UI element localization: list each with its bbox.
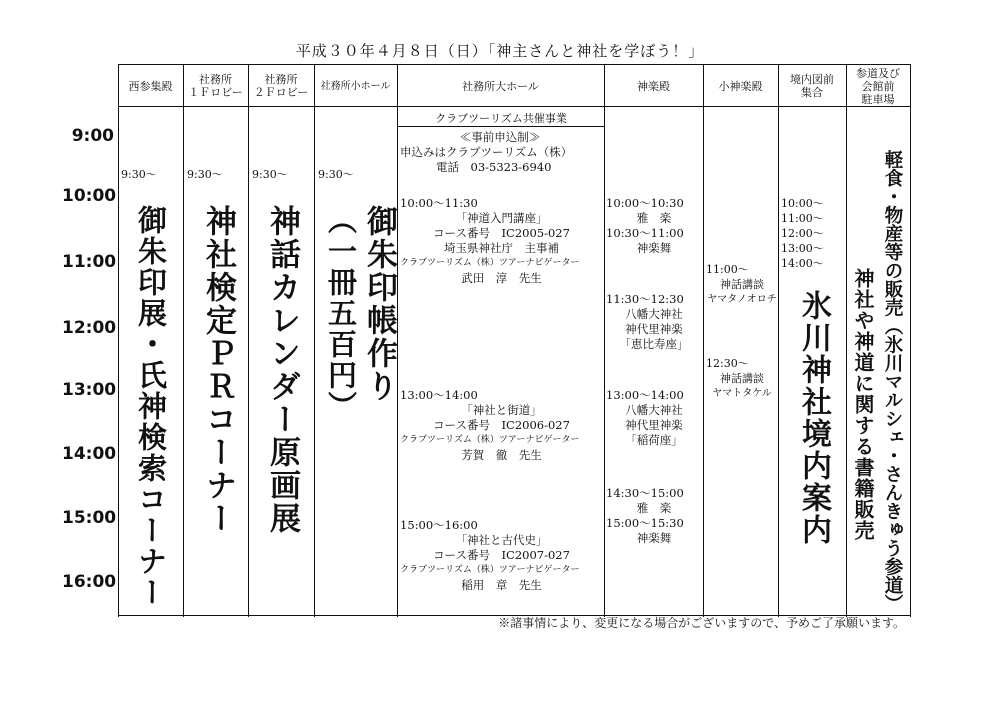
column-header-line: 集合 — [801, 86, 823, 99]
entry-title: 神話講談 — [720, 278, 764, 291]
entry-time: 15:00～15:30 — [606, 516, 684, 530]
entry-time: 11:00～ — [706, 263, 749, 276]
entry-time: 10:30～11:00 — [606, 226, 684, 240]
entry-title: 神代里神楽 — [625, 418, 683, 432]
column-header — [604, 66, 703, 106]
column-header — [183, 66, 248, 106]
book-sales-label: 神社や神道に関する書籍販売 — [851, 268, 875, 541]
goshuin-exhibit-label: 御朱印展・氏神検索コーナー — [134, 205, 168, 608]
goshuincho-price-label: （一冊五百円） — [324, 205, 358, 422]
small-kagura-entry — [706, 262, 778, 307]
column-header-line: 小神楽殿 — [718, 79, 763, 93]
entry-time: 14:00～ — [781, 257, 824, 270]
session-course: コース番号 IC2007-027 — [433, 548, 570, 562]
entry-time: 10:00～ — [781, 197, 824, 210]
time-label: 10:00 — [62, 186, 117, 206]
entry-subtitle: ヤマトタケル — [712, 388, 772, 399]
entry-title: 神代里神楽 — [625, 322, 683, 336]
time-label: 13:00 — [62, 380, 117, 400]
kagura-entry — [606, 486, 702, 546]
hall-session — [400, 196, 603, 286]
session-time: 10:00～11:30 — [400, 196, 478, 210]
column-header — [703, 66, 778, 106]
sponsor-row-label: クラブツーリズム共催事業 — [435, 112, 567, 125]
start-time: 9:30～ — [252, 168, 288, 181]
hall-session — [400, 518, 603, 593]
entry-title: 八幡大神社 — [625, 403, 683, 417]
time-label: 16:00 — [62, 572, 117, 592]
entry-subtitle: ヤマタノオロチ — [707, 294, 777, 305]
column-header — [314, 66, 397, 106]
time-label: 12:00 — [62, 318, 117, 338]
col-divider — [604, 64, 605, 617]
hall-notice-line: 申込みはクラブツーリズム（株） — [400, 145, 573, 159]
keidai-tour-label: 氷川神社境内案内 — [796, 290, 831, 546]
col-divider — [314, 64, 315, 617]
market-label: 軽食・物産等の販売（氷川マルシェ・さんきゅう参道） — [882, 150, 903, 613]
session-title: 「神社と古代史」 — [455, 533, 548, 547]
time-label: 11:00 — [62, 252, 117, 272]
column-header-line: 参道及び — [856, 66, 900, 80]
calendar-exhibit-label: 神話カレンダー原画展 — [264, 205, 300, 535]
col-divider — [183, 64, 184, 617]
entry-time: 13:00～ — [781, 242, 824, 255]
disclaimer-note: ※諸事情により、変更になる場合がございますので、予めご了承願います。 — [498, 616, 905, 630]
keidai-times — [781, 196, 845, 271]
kagura-entry — [606, 292, 702, 352]
column-header-line: 神楽殿 — [637, 79, 670, 93]
entry-title: 神楽舞 — [636, 241, 672, 255]
session-lecturer-org: 埼玉県神社庁 主事補 — [444, 241, 559, 255]
column-header-line: 会館前 — [861, 79, 895, 93]
column-header-line: 駐車場 — [861, 92, 895, 106]
session-title: 「神社と街道」 — [461, 403, 542, 417]
jinja-kentei-label: 神社検定ＰＲコーナー — [200, 205, 236, 535]
session-lecturer: 稲用 章 先生 — [461, 578, 542, 592]
column-header — [397, 66, 604, 106]
entry-time: 12:00～ — [781, 227, 824, 240]
session-time: 13:00～14:00 — [400, 388, 478, 402]
table-top-border — [118, 64, 910, 65]
col-divider — [910, 64, 911, 617]
col-divider — [778, 64, 779, 617]
col-divider — [118, 64, 119, 617]
hall-notice — [400, 130, 600, 175]
entry-time: 14:30～15:00 — [606, 486, 684, 500]
column-header-line: 社務所小ホール — [320, 80, 391, 92]
entry-time: 11:00～ — [781, 212, 824, 225]
hall-notice-line: ≪事前申込制≫ — [459, 130, 541, 144]
entry-title: 神話講談 — [720, 372, 764, 385]
page-title: 平成３０年４月８日（日）「神主さんと神社を学ぼう！」 — [295, 42, 705, 60]
entry-title: 八幡大神社 — [625, 307, 683, 321]
column-header-line: １Ｆロビー — [188, 86, 243, 99]
session-navigator: クラブツーリズム（株）ツアーナビゲーター — [400, 565, 580, 575]
start-time: 9:30～ — [121, 168, 157, 181]
hall-session — [400, 388, 603, 463]
column-header — [778, 66, 846, 106]
entry-time: 13:00～14:00 — [606, 388, 684, 402]
session-navigator: クラブツーリズム（株）ツアーナビゲーター — [400, 258, 580, 268]
entry-time: 12:30～ — [706, 357, 749, 370]
kagura-entry — [606, 196, 702, 256]
time-label: 14:00 — [62, 444, 117, 464]
column-header — [248, 66, 314, 106]
entry-title: 雅 楽 — [636, 211, 672, 225]
session-course: コース番号 IC2005-027 — [433, 226, 570, 240]
entry-title: 「稲荷座」 — [625, 433, 683, 447]
entry-title: 神楽舞 — [636, 531, 672, 545]
column-header — [846, 66, 910, 106]
col-divider — [703, 64, 704, 617]
col-divider — [846, 64, 847, 617]
start-time: 9:30～ — [318, 168, 354, 181]
column-header-line: 西参集殿 — [128, 79, 173, 93]
column-header-line: 社務所 — [264, 73, 298, 86]
session-title: 「神道入門講座」 — [455, 211, 548, 225]
time-label: 9:00 — [71, 126, 114, 146]
session-lecturer: 武田 淳 先生 — [461, 271, 542, 285]
column-header-line: 社務所 — [199, 73, 232, 86]
time-label: 15:00 — [62, 508, 117, 528]
kagura-entry — [606, 388, 702, 448]
column-header — [118, 66, 183, 106]
start-time: 9:30～ — [187, 168, 223, 181]
column-header-line: 社務所大ホール — [462, 79, 539, 93]
entry-time: 11:30～12:30 — [606, 292, 684, 306]
session-lecturer: 芳賀 徹 先生 — [461, 448, 542, 462]
sponsor-row-border — [397, 126, 605, 127]
column-header-line: ２Ｆロビー — [253, 86, 309, 99]
entry-title: 「恵比寿座」 — [619, 337, 689, 351]
small-kagura-entry — [706, 356, 778, 401]
entry-time: 10:00～10:30 — [606, 196, 684, 210]
entry-title: 雅 楽 — [636, 501, 672, 515]
session-time: 15:00～16:00 — [400, 518, 478, 532]
hall-notice-line: 電話 03-5323-6940 — [436, 160, 552, 174]
goshuincho-making-label: 御朱印帳作り — [361, 205, 397, 403]
session-navigator: クラブツーリズム（株）ツアーナビゲーター — [400, 435, 580, 445]
column-header-line: 境内図前 — [790, 73, 834, 86]
session-course: コース番号 IC2006-027 — [433, 418, 570, 432]
col-divider — [248, 64, 249, 617]
header-bottom-border — [118, 106, 910, 107]
